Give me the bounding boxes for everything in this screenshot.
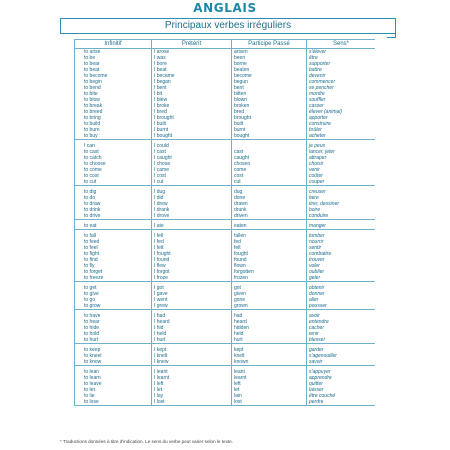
infinitive-cell: to burn (75, 127, 152, 133)
meaning-cell: nourrir (307, 239, 376, 245)
meaning-cell: acheter (307, 133, 376, 140)
past-participle-cell: bought (232, 133, 307, 140)
preterite-cell: I was (152, 55, 232, 61)
preterite-cell: I built (152, 121, 232, 127)
infinitive-cell: to know (75, 359, 152, 366)
infinitive-cell: to cast (75, 149, 152, 155)
preterite-cell: I forgot (152, 269, 232, 275)
meaning-cell: mordre (307, 91, 376, 97)
meaning-cell: manger (307, 223, 376, 230)
past-participle-cell: beaten (232, 67, 307, 73)
past-participle-cell: arisen (232, 49, 307, 56)
meaning-cell: je peux (307, 143, 376, 149)
meaning-cell: commencer (307, 79, 376, 85)
meaning-cell: tomber (307, 233, 376, 239)
preterite-cell: I drank (152, 207, 232, 213)
preterite-cell: I gave (152, 291, 232, 297)
meaning-cell: brûler (307, 127, 376, 133)
infinitive-cell: to feel (75, 245, 152, 251)
preterite-cell: I came (152, 167, 232, 173)
column-header-meaning: Sens* (307, 40, 376, 49)
infinitive-cell: to break (75, 103, 152, 109)
past-participle-cell: bred (232, 109, 307, 115)
preterite-cell: I heard (152, 319, 232, 325)
meaning-cell: être (307, 55, 376, 61)
infinitive-cell: to grow (75, 303, 152, 310)
infinitive-cell: to begin (75, 79, 152, 85)
infinitive-cell: to keep (75, 347, 152, 353)
meaning-cell: s'agenouiller (307, 353, 376, 359)
meaning-cell: quitter (307, 381, 376, 387)
infinitive-cell: to arise (75, 49, 152, 56)
preterite-cell: I leant (152, 369, 232, 375)
meaning-cell: coûter (307, 173, 376, 179)
irregular-verbs-table (74, 39, 375, 406)
infinitive-cell: to let (75, 387, 152, 393)
past-participle-cell: grown (232, 303, 307, 310)
infinitive-cell: to hide (75, 325, 152, 331)
infinitive-cell: to get (75, 285, 152, 291)
preterite-cell: I could (152, 143, 232, 149)
past-participle-cell: caught (232, 155, 307, 161)
preterite-cell: I had (152, 313, 232, 319)
preterite-cell: I blew (152, 97, 232, 103)
preterite-cell: I cast (152, 149, 232, 155)
preterite-cell: I fed (152, 239, 232, 245)
past-participle-cell: lain (232, 393, 307, 399)
infinitive-cell: to lean (75, 369, 152, 375)
past-participle-cell: fed (232, 239, 307, 245)
past-participle-cell: frozen (232, 275, 307, 282)
meaning-cell: construire (307, 121, 376, 127)
past-participle-cell: let (232, 387, 307, 393)
preterite-cell: I brought (152, 115, 232, 121)
meaning-cell: choisir (307, 161, 376, 167)
meaning-cell: geler (307, 275, 376, 282)
column-header-past-participle: Participe Passé (232, 40, 307, 49)
infinitive-cell: to bite (75, 91, 152, 97)
infinitive-cell: to drink (75, 207, 152, 213)
meaning-cell: pousser (307, 303, 376, 310)
past-participle-cell: drunk (232, 207, 307, 213)
preterite-cell: I ate (152, 223, 232, 230)
infinitive-cell: to cut (75, 179, 152, 186)
preterite-cell: I knelt (152, 353, 232, 359)
meaning-cell: sentir (307, 245, 376, 251)
meaning-cell: casser (307, 103, 376, 109)
infinitive-cell: to freeze (75, 275, 152, 282)
meaning-cell: boire (307, 207, 376, 213)
meaning-cell: être couché (307, 393, 376, 399)
meaning-cell: combattre (307, 251, 376, 257)
preterite-cell: I fought (152, 251, 232, 257)
past-participle-cell: built (232, 121, 307, 127)
infinitive-cell: to build (75, 121, 152, 127)
column-header-preterite: Prétérit (152, 40, 232, 49)
preterite-cell: I kept (152, 347, 232, 353)
preterite-cell: I felt (152, 245, 232, 251)
preterite-cell: I bit (152, 91, 232, 97)
past-participle-cell: had (232, 313, 307, 319)
meaning-cell: lancer, jeter (307, 149, 376, 155)
past-participle-cell: drawn (232, 201, 307, 207)
meaning-cell: trouver (307, 257, 376, 263)
preterite-cell: I beat (152, 67, 232, 73)
infinitive-cell: to go (75, 297, 152, 303)
meaning-cell: couper (307, 179, 376, 186)
infinitive-cell: to hurt (75, 337, 152, 344)
infinitive-cell: to beat (75, 67, 152, 73)
infinitive-cell: to catch (75, 155, 152, 161)
infinitive-cell: to blow (75, 97, 152, 103)
infinitive-cell: to draw (75, 201, 152, 207)
table-row (75, 399, 376, 406)
past-participle-cell: flown (232, 263, 307, 269)
preterite-cell: I broke (152, 103, 232, 109)
preterite-cell: I lost (152, 399, 232, 406)
preterite-cell: I went (152, 297, 232, 303)
past-participle-cell: broken (232, 103, 307, 109)
past-participle-cell: hurt (232, 337, 307, 344)
past-participle-cell: got (232, 285, 307, 291)
meaning-cell: entendre (307, 319, 376, 325)
infinitive-cell: I can (75, 143, 152, 149)
past-participle-cell: cut (232, 179, 307, 186)
verbs-table-container (74, 39, 375, 437)
past-participle-cell: chosen (232, 161, 307, 167)
past-participle-cell: dug (232, 189, 307, 195)
infinitive-cell: to feed (75, 239, 152, 245)
past-participle-cell: eaten (232, 223, 307, 230)
meaning-cell: garder (307, 347, 376, 353)
past-participle-cell: gone (232, 297, 307, 303)
infinitive-cell: to breed (75, 109, 152, 115)
preterite-cell: I grew (152, 303, 232, 310)
meaning-cell: souffler (307, 97, 376, 103)
past-participle-cell: blown (232, 97, 307, 103)
meaning-cell: voler (307, 263, 376, 269)
past-participle-cell: knelt (232, 353, 307, 359)
past-participle-cell: bitten (232, 91, 307, 97)
preterite-cell: I bent (152, 85, 232, 91)
past-participle-cell: fought (232, 251, 307, 257)
infinitive-cell: to learn (75, 375, 152, 381)
preterite-cell: I found (152, 257, 232, 263)
preterite-cell: I flew (152, 263, 232, 269)
preterite-cell: I cut (152, 179, 232, 186)
meaning-cell: se pencher (307, 85, 376, 91)
title-banner (60, 18, 396, 34)
preterite-cell: I got (152, 285, 232, 291)
infinitive-cell: to bring (75, 115, 152, 121)
past-participle-cell: begun (232, 79, 307, 85)
preterite-cell: I caught (152, 155, 232, 161)
past-participle-cell: cost (232, 173, 307, 179)
preterite-cell: I chose (152, 161, 232, 167)
infinitive-cell: to find (75, 257, 152, 263)
past-participle-cell: known (232, 359, 307, 366)
preterite-cell: I began (152, 79, 232, 85)
meaning-cell: conduire (307, 213, 376, 220)
meaning-cell: attraper (307, 155, 376, 161)
preterite-cell: I became (152, 73, 232, 79)
meaning-cell: avoir (307, 313, 376, 319)
past-participle-cell: bent (232, 85, 307, 91)
infinitive-cell: to kneel (75, 353, 152, 359)
past-participle-cell: burnt (232, 127, 307, 133)
preterite-cell: I let (152, 387, 232, 393)
infinitive-cell: to dig (75, 189, 152, 195)
preterite-cell: I hurt (152, 337, 232, 344)
infinitive-cell: to do (75, 195, 152, 201)
infinitive-cell: to fall (75, 233, 152, 239)
past-participle-cell: hidden (232, 325, 307, 331)
infinitive-cell: to fly (75, 263, 152, 269)
banner-corner-decoration (387, 33, 396, 38)
preterite-cell: I fell (152, 233, 232, 239)
subject-title: ANGLAIS (193, 1, 257, 15)
meaning-cell: apprendre (307, 375, 376, 381)
preterite-cell: I bought (152, 133, 232, 140)
past-participle-cell: leant (232, 369, 307, 375)
preterite-cell: I did (152, 195, 232, 201)
past-participle-cell: kept (232, 347, 307, 353)
column-header-infinitive: Infinitif (75, 40, 152, 49)
infinitive-cell: to lie (75, 393, 152, 399)
meaning-cell: élever (animal) (307, 109, 376, 115)
infinitive-cell: to fight (75, 251, 152, 257)
infinitive-cell: to be (75, 55, 152, 61)
past-participle-cell: held (232, 331, 307, 337)
past-participle-cell: left (232, 381, 307, 387)
preterite-cell: I cost (152, 173, 232, 179)
infinitive-cell: to choose (75, 161, 152, 167)
past-participle-cell: fallen (232, 233, 307, 239)
past-participle-cell: given (232, 291, 307, 297)
past-participle-cell: become (232, 73, 307, 79)
footnote: * Traductions données à titre d'indication. Le sens du verbe peut varier selon le texte. (60, 439, 233, 444)
page-header (0, 0, 450, 40)
meaning-cell: tenir (307, 331, 376, 337)
infinitive-cell: to cost (75, 173, 152, 179)
preterite-cell: I lay (152, 393, 232, 399)
infinitive-cell: to bend (75, 85, 152, 91)
meaning-cell: savoir (307, 359, 376, 366)
meaning-cell: blesser (307, 337, 376, 344)
preterite-cell: I knew (152, 359, 232, 366)
past-participle-cell: been (232, 55, 307, 61)
infinitive-cell: to drive (75, 213, 152, 220)
preterite-cell: I burnt (152, 127, 232, 133)
preterite-cell: I drew (152, 201, 232, 207)
preterite-cell: I hid (152, 325, 232, 331)
meaning-cell: apporter (307, 115, 376, 121)
meaning-cell: faire (307, 195, 376, 201)
meaning-cell: devenir (307, 73, 376, 79)
meaning-cell: perdre (307, 399, 376, 406)
preterite-cell: I bore (152, 61, 232, 67)
infinitive-cell: to give (75, 291, 152, 297)
infinitive-cell: to lose (75, 399, 152, 406)
past-participle-cell: cast (232, 149, 307, 155)
meaning-cell: tirer, dessiner (307, 201, 376, 207)
past-participle-cell: borne (232, 61, 307, 67)
infinitive-cell: to become (75, 73, 152, 79)
past-participle-cell: come (232, 167, 307, 173)
infinitive-cell: to forget (75, 269, 152, 275)
infinitive-cell: to eat (75, 223, 152, 230)
meaning-cell: donner (307, 291, 376, 297)
preterite-cell: I froze (152, 275, 232, 282)
preterite-cell: I left (152, 381, 232, 387)
meaning-cell: oublier (307, 269, 376, 275)
meaning-cell: creuser (307, 189, 376, 195)
meaning-cell: aller (307, 297, 376, 303)
preterite-cell: I held (152, 331, 232, 337)
meaning-cell: battre (307, 67, 376, 73)
infinitive-cell: to have (75, 313, 152, 319)
infinitive-cell: to come (75, 167, 152, 173)
infinitive-cell: to bear (75, 61, 152, 67)
table-body (75, 49, 376, 406)
preterite-cell: I bred (152, 109, 232, 115)
meaning-cell: s'élever (307, 49, 376, 56)
table-header (75, 40, 376, 49)
past-participle-cell: heard (232, 319, 307, 325)
preterite-cell: I learnt (152, 375, 232, 381)
meaning-cell: laisser (307, 387, 376, 393)
infinitive-cell: to buy (75, 133, 152, 140)
meaning-cell: venir (307, 167, 376, 173)
infinitive-cell: to leave (75, 381, 152, 387)
past-participle-cell: driven (232, 213, 307, 220)
past-participle-cell: found (232, 257, 307, 263)
past-participle-cell: done (232, 195, 307, 201)
past-participle-cell: felt (232, 245, 307, 251)
meaning-cell: supporter (307, 61, 376, 67)
preterite-cell: I dug (152, 189, 232, 195)
meaning-cell: obtenir (307, 285, 376, 291)
preterite-cell: I drove (152, 213, 232, 220)
infinitive-cell: to hear (75, 319, 152, 325)
page-title: Principaux verbes irréguliers (164, 20, 292, 31)
past-participle-cell: forgotten (232, 269, 307, 275)
past-participle-cell: brought (232, 115, 307, 121)
table-header-row (75, 40, 376, 49)
past-participle-cell: lost (232, 399, 307, 406)
meaning-cell: s'appuyer (307, 369, 376, 375)
infinitive-cell: to hold (75, 331, 152, 337)
meaning-cell: cacher (307, 325, 376, 331)
preterite-cell: I arose (152, 49, 232, 56)
past-participle-cell: learnt (232, 375, 307, 381)
